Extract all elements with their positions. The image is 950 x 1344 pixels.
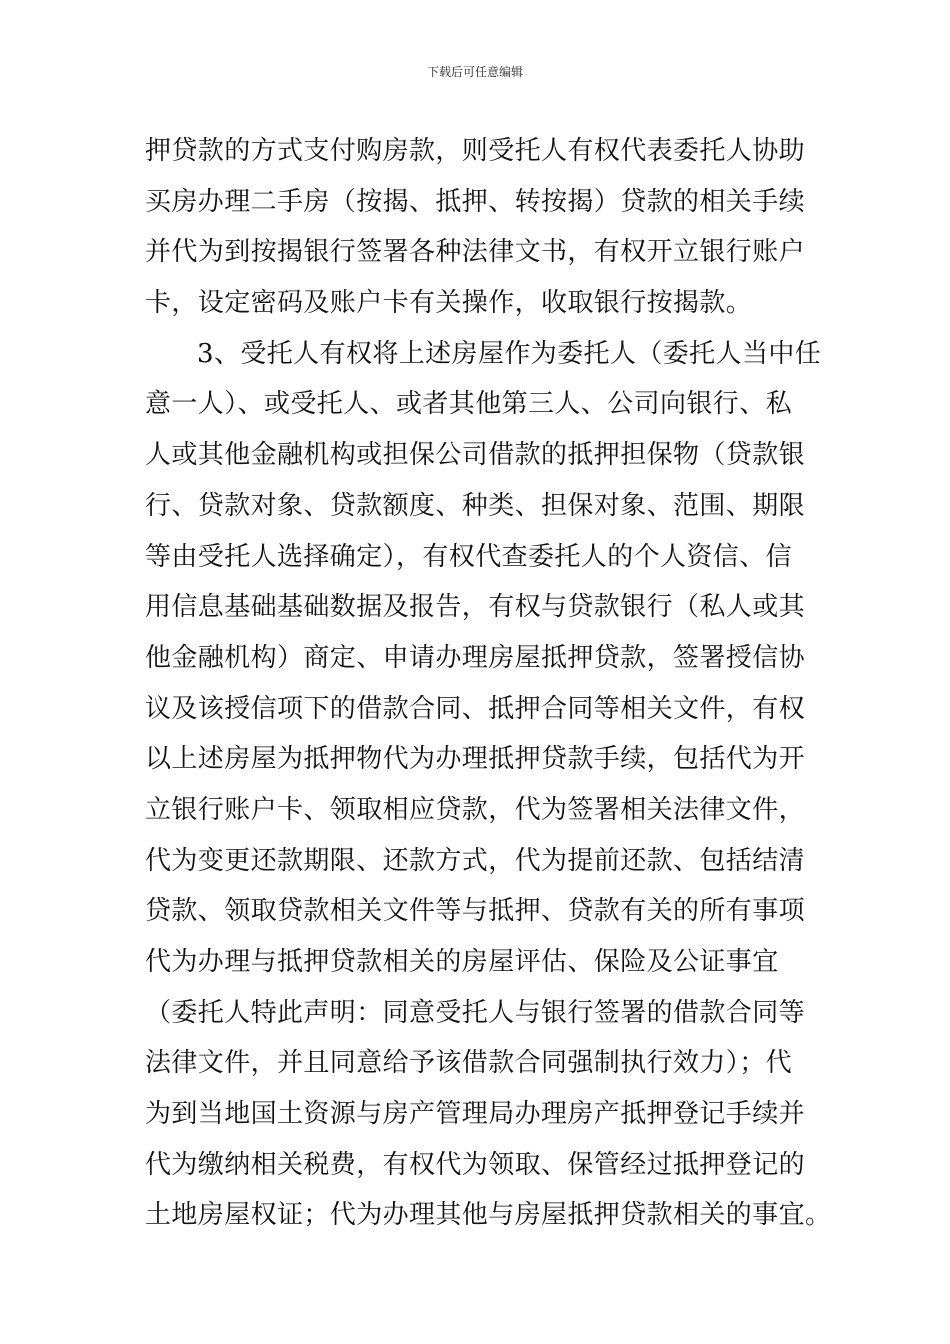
- text-line: （委托人特此声明：同意受托人与银行签署的借款合同等: [145, 997, 806, 1028]
- document-body: [145, 126, 832, 1241]
- text-line: 代为变更还款期限、还款方式，代为提前还款、包括结清: [145, 845, 806, 876]
- text-line: 法律文件，并且同意给予该借款合同强制执行效力）；代: [145, 1048, 793, 1079]
- page-header: 下载后可任意编辑: [426, 65, 523, 79]
- text-line: 并代为到按揭银行签署各种法律文书，有权开立银行账户: [145, 237, 806, 268]
- text-line: 行、贷款对象、贷款额度、种类、担保对象、范围、期限: [145, 490, 806, 521]
- text-line: 代为办理与抵押贷款相关的房屋评估、保险及公证事宜: [145, 947, 779, 977]
- text-line: 土地房屋权证；代为办理其他与房屋抵押贷款相关的事宜。: [145, 1200, 832, 1231]
- text-line: 代为缴纳相关税费，有权代为领取、保管经过抵押登记的: [145, 1149, 806, 1180]
- text-line: 为到当地国土资源与房产管理局办理房产抵押登记手续并: [145, 1099, 806, 1130]
- text-line: 以上述房屋为抵押物代为办理抵押贷款手续，包括代为开: [145, 744, 806, 775]
- text-line: 等由受托人选择确定），有权代查委托人的个人资信、信: [145, 541, 793, 572]
- text-line: 他金融机构）商定、申请办理房屋抵押贷款，签署授信协: [145, 642, 806, 673]
- paragraph-start-line: 3、受托人有权将上述房屋作为委托人（委托人当中任: [197, 338, 822, 369]
- text-line: 意一人）、或受托人、或者其他第三人、公司向银行、私: [145, 389, 793, 420]
- text-line: 卡，设定密码及账户卡有关操作，收取银行按揭款。: [145, 288, 753, 319]
- text-line: 押贷款的方式支付购房款，则受托人有权代表委托人协助: [145, 136, 806, 166]
- text-line: 立银行账户卡、领取相应贷款，代为签署相关法律文件，: [145, 794, 806, 825]
- text-line: 议及该授信项下的借款合同、抵押合同等相关文件，有权: [145, 693, 806, 724]
- text-line: 买房办理二手房（按揭、抵押、转按揭）贷款的相关手续: [145, 186, 806, 217]
- text-line: 贷款、领取贷款相关文件等与抵押、贷款有关的所有事项: [145, 896, 806, 927]
- text-line: 用信息基础基础数据及报告，有权与贷款银行（私人或其: [145, 592, 806, 623]
- text-line: 人或其他金融机构或担保公司借款的抵押担保物（贷款银: [145, 440, 806, 471]
